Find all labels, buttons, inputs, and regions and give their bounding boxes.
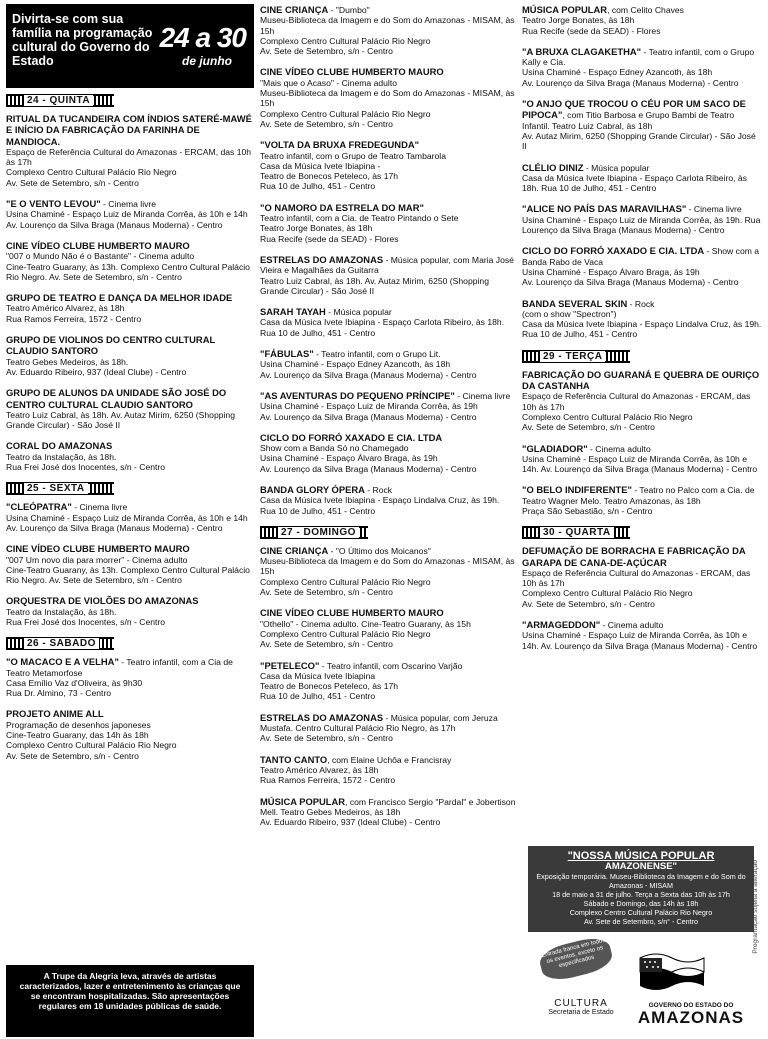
event-item: [6, 334, 254, 377]
event-detail-line: Usina Chaminé - Espaço Álvaro Braga, às 19h: [522, 266, 700, 277]
event-item: [260, 390, 516, 422]
event-detail-line: Av. Eduardo Ribeiro, 937 (Ideal Clube) - Centro: [6, 366, 187, 377]
event-detail-line: Rua Recife (sede da SEAD) - Flores: [522, 25, 661, 36]
column-1: [6, 4, 254, 1011]
event-title: "A BRUXA CLAGAKETHA": [522, 45, 642, 57]
amazonas-flag-icon: [636, 948, 708, 992]
event-detail-line: Museu-Biblioteca da Imagem e do Som do Amazonas - MISAM, às 15h: [260, 556, 515, 577]
event-description: - Teatro no Palco com a Cia. de Teatro Wagner Melo. Teatro Amazonas, às 18h: [522, 485, 755, 506]
header-dates: 24 a 30: [159, 22, 246, 53]
event-detail-line: Usina Chaminé - Espaço Luiz de Miranda Corrêa, às 10h e 14h. Av. Lourenço da Silva Braga (Manaus Moderna) - Centro: [522, 453, 758, 475]
event-title: ESTRELAS DO AMAZONAS: [260, 711, 384, 723]
event-list-domingo-cont: [522, 4, 762, 340]
event-title: RITUAL DA TUCANDEIRA COM ÍNDIOS SATERÉ-MAWÉ E INÍCIO DA FABRICAÇÃO DA FARINHA DE MANDIOCA.: [6, 113, 252, 147]
promo-line: Sábado e Domingo, das 14h às 18h: [583, 899, 699, 908]
event-detail-line: Av. Sete de Setembro, s/n - Centro: [260, 118, 393, 129]
event-list-sexta: [6, 501, 254, 627]
event-detail-line: Casa da Música Ivete Ibiapina - Espaço Carlota Ribeiro, às 18h. Rua 10 de Julho, 451 - Centro: [260, 317, 505, 338]
event-item: [522, 369, 762, 433]
event-detail-line: Usina Chaminé - Espaço Luiz de Miranda Corrêa, às 10h e 14h: [6, 209, 248, 220]
event-detail-line: Av. Lourenço da Silva Braga (Manaus Moderna) - Centro: [260, 369, 477, 380]
event-detail-line: Complexo Centro Cultural Palácio Rio Negro: [6, 740, 177, 751]
event-description: - "Dumbo": [328, 5, 370, 15]
event-item: [6, 240, 254, 282]
event-item: [522, 484, 762, 516]
event-description: - Teatro infantil, com o Grupo Kally e Cia.: [522, 46, 755, 68]
event-item: [260, 254, 516, 296]
event-title: CINE VÍDEO CLUBE HUMBERTO MAURO: [6, 239, 190, 251]
event-description: - Rock: [627, 298, 655, 309]
event-title: BANDA SEVERAL SKIN: [522, 297, 628, 309]
event-detail-line: Espaço de Referência Cultural do Amazonas - ERCAM, das 10h às 17h: [6, 146, 252, 168]
event-detail-line: Casa da Música Ivete Ibiapina -: [260, 160, 381, 171]
event-detail-line: Teatro de Bonecos Peteleco, às 17h: [260, 171, 399, 182]
event-item: [6, 708, 254, 760]
event-title: FABRICAÇÃO DO GUARANÁ E QUEBRA DE OURIÇO DA CASTANHA: [522, 368, 760, 392]
event-item: [260, 432, 516, 474]
event-detail-line: Av. Sete de Setembro, s/n - Centro: [522, 598, 655, 609]
event-detail-line: Teatro infantil, com a Cia. de Teatro Pintando o Sete: [260, 213, 459, 224]
event-title: GRUPO DE VIOLINOS DO CENTRO CULTURAL CLAUDIO SANTORO: [6, 334, 216, 357]
event-item: [6, 292, 254, 324]
event-detail-line: Rua Recife (sede da SEAD) - Flores: [260, 233, 399, 244]
event-title: "O MACACO E A VELHA": [6, 656, 119, 668]
event-item: [260, 202, 516, 244]
event-detail-line: Av. Lourenço da Silva Braga (Manaus Moderna) - Centro: [522, 77, 739, 88]
event-description: - Cinema livre: [100, 199, 157, 210]
event-detail-line: Casa da Música Ivete Ibiapina: [260, 670, 376, 681]
event-title: BANDA GLORY ÓPERA: [260, 483, 365, 495]
promo-box: [528, 846, 754, 932]
event-title: "O BELO INDIFERENTE": [522, 484, 632, 496]
promo-line: Exposição temporária. Museu-Biblioteca da Imagem e do Som do Amazonas - MISAM: [536, 872, 746, 890]
event-detail-line: Rua Dr. Almino, 73 - Centro: [6, 688, 112, 699]
event-description: - Teatro infantil, com o Grupo Lit.: [313, 349, 441, 360]
event-detail-line: Av. Sete de Setembro, s/n - Centro: [260, 587, 393, 598]
event-description: - Cinema adulto: [600, 620, 664, 631]
event-item: [6, 501, 254, 533]
event-detail-line: Complexo Centro Cultural Palácio Rio Negro: [260, 576, 431, 587]
event-description: , com Celito Chaves: [607, 5, 684, 15]
event-detail-line: Usina Chaminé - Espaço Luiz de Miranda Corrêa, às 19h: [260, 401, 478, 412]
event-description: , com Titio Barbosa e Grupo Bambi de Teatro Infantil. Teatro Luiz Cabral, às 18h: [522, 110, 735, 131]
event-title: "AS AVENTURAS DO PEQUENO PRÍNCIPE": [260, 389, 455, 401]
event-detail-line: Usina Chaminé - Espaço Álvaro Braga, às 19h: [260, 453, 438, 464]
gov-line2: AMAZONAS: [637, 1008, 745, 1027]
event-item: [6, 387, 254, 430]
day-header-quarta: 30 - QUARTA: [522, 526, 630, 539]
event-detail-line: Teatro Luiz Cabral, às 18h. Av. Autaz Mirim, 6250 (Shopping Grande Circular) - São José II: [6, 409, 235, 431]
government-logo: [628, 1002, 754, 1027]
event-list-sabado-cont: [260, 4, 516, 516]
event-title: MÚSICA POPULAR: [260, 795, 346, 807]
event-description: , com Elaine Uchôa e Francisray: [327, 754, 452, 765]
event-description: , com Francisco Sergio "Pardal" e Jobertison Mell. Teatro Gebes Medeiros, às 18h: [260, 796, 516, 817]
event-detail-line: Praça São Sebastião, s/n - Centro: [522, 505, 653, 516]
event-title: "GLADIADOR": [522, 442, 588, 454]
event-title: CINE CRIANÇA: [260, 544, 329, 556]
event-detail-line: Complexo Centro Cultural Palácio Rio Negro: [260, 35, 431, 46]
event-item: [522, 98, 762, 151]
event-item: [260, 660, 516, 702]
event-detail-line: Av. Lourenço da Silva Braga (Manaus Moderna) - Centro: [522, 277, 739, 288]
event-item: [522, 4, 762, 36]
event-detail-line: Teatro Luiz Cabral, às 18h. Av. Autaz Mirim, 6250 (Shopping Grande Circular) - São José II: [260, 275, 489, 296]
event-detail-line: Usina Chaminé - Espaço Luiz de Miranda Corrêa, às 10h e 14h: [6, 512, 248, 523]
event-detail-line: Complexo Centro Cultural Palácio Rio Negro: [6, 167, 177, 178]
event-item: [522, 545, 762, 609]
event-list-quarta: [522, 545, 762, 651]
event-detail-line: Cine-Teatro Guarany, às 13h. Complexo Centro Cultural Palácio Rio Negro. Av. Sete de Setembro, s/n - Centro: [6, 261, 250, 282]
event-title: GRUPO DE ALUNOS DA UNIDADE SÃO JOSÉ DO CENTRO CULTURAL CLAUDIO SANTORO: [6, 387, 227, 410]
event-description: - Cinema livre: [71, 502, 128, 513]
event-title: "ARMAGEDDON": [522, 619, 601, 631]
event-title: "CLEÓPATRA": [6, 501, 72, 513]
event-detail-line: Teatro Jorge Bonates, às 18h: [522, 15, 635, 26]
event-item: [6, 113, 254, 188]
event-detail-line: Av. Lourenço da Silva Braga (Manaus Moderna) - Centro: [6, 219, 223, 230]
free-entry-badge: Entrada franca em todos os eventos, exceto os especificados: [537, 934, 615, 984]
event-description: - Cinema livre: [454, 390, 511, 401]
event-title: ESTRELAS DO AMAZONAS: [260, 253, 384, 265]
event-title: CICLO DO FORRÓ XAXADO E CIA. LTDA: [522, 245, 705, 257]
event-item: [260, 348, 516, 380]
event-detail-line: Complexo Centro Cultural Palácio Rio Negro: [260, 628, 431, 639]
promo-title: "NOSSA MÚSICA POPULAR: [567, 850, 715, 862]
header-month: de junho: [182, 54, 232, 68]
event-detail-line: Cine-Teatro Guarany, das 14h às 18h: [6, 730, 149, 741]
event-title: CORAL DO AMAZONAS: [6, 440, 113, 452]
event-detail-line: Teatro da Instalação, às 18h.: [6, 606, 117, 617]
day-header-domingo: 27 - DOMINGO: [260, 526, 368, 539]
event-detail-line: Av. Lourenço da Silva Braga (Manaus Moderna) - Centro: [260, 463, 477, 474]
event-item: [260, 306, 516, 338]
event-title: CINE VÍDEO CLUBE HUMBERTO MAURO: [6, 543, 190, 555]
event-detail-line: Teatro Américo Alvarez, às 18h: [6, 303, 125, 314]
event-title: CLÉLIO DINIZ: [522, 161, 584, 173]
event-title: CICLO DO FORRÓ XAXADO E CIA. LTDA: [260, 431, 443, 443]
event-detail-line: Show com a Banda Só no Chamegado: [260, 443, 409, 454]
event-title: SARAH TAYAH: [260, 306, 326, 318]
event-title: "ALICE NO PAÍS DAS MARAVILHAS": [522, 203, 687, 215]
event-title: MÚSICA POPULAR: [522, 4, 608, 15]
event-detail-line: Teatro da Instalação, às 18h.: [6, 451, 117, 462]
event-title: "VOLTA DA BRUXA FREDEGUNDA": [260, 139, 420, 151]
header-text: Divirta-se com sua família na programação cultural do Governo do Estado: [12, 12, 153, 68]
event-detail-line: Teatro infantil, com o Grupo de Teatro Tambarola: [260, 150, 446, 161]
side-note: Programação sujeita a alteração: [752, 860, 759, 954]
event-detail-line: Casa da Música Ivete Ibiapina - Espaço Lindalva Cruz, às 19h. Rua 10 de Julho, 451 - Centro: [260, 495, 500, 516]
event-description: - Música popular, com Jeruza Mustafa. Centro Cultural Palácio Rio Negro, às 17h: [260, 712, 498, 734]
event-description: - Teatro infantil, com Oscarino Varjão: [319, 660, 463, 671]
event-title: CINE VÍDEO CLUBE HUMBERTO MAURO: [260, 66, 444, 78]
column-2: [260, 4, 516, 837]
event-detail-line: "Mais que o Acaso" - Cinema adulto: [260, 77, 397, 88]
event-item: [260, 796, 516, 828]
day-header-sabado: 26 - SÁBADO: [6, 637, 114, 650]
event-description: - Música popular: [325, 307, 392, 318]
event-detail-line: Cine-Teatro Guarany, às 13h. Complexo Centro Cultural Palácio Rio Negro. Av. Sete de Setembro, s/n - Centro: [6, 564, 250, 586]
event-item: [260, 545, 516, 597]
event-detail-line: Complexo Centro Cultural Palácio Rio Negro: [260, 108, 431, 119]
event-detail-line: Rua Frei José dos Inocentes, s/n - Centro: [6, 462, 166, 473]
event-list-domingo: [260, 545, 516, 828]
event-item: [260, 712, 516, 744]
header-banner: [6, 4, 254, 88]
event-title: "E O VENTO LEVOU": [6, 198, 101, 210]
event-detail-line: Rua Ramos Ferreira, 1572 - Centro: [6, 313, 142, 324]
event-detail-line: Av. Eduardo Ribeiro, 937 (Ideal Clube) - Centro: [260, 817, 441, 828]
event-detail-line: Teatro de Bonecos Peteleco, às 17h: [260, 681, 399, 692]
event-detail-line: Av. Sete de Setembro, s/n - Centro: [260, 733, 393, 744]
event-detail-line: Av. Sete de Setembro, s/n - Centro: [6, 177, 139, 188]
event-detail-line: Complexo Centro Cultural Palácio Rio Negro: [522, 411, 693, 422]
event-detail-line: Rua 10 de Julho, 451 - Centro: [260, 181, 376, 192]
event-detail-line: Usina Chaminé - Espaço Luiz de Miranda Corrêa, às 19h. Rua Lourenço da Silva Braga (Manaus Moderna) - Centro: [522, 214, 761, 236]
event-description: - Show com a Banda Rabo de Vaca: [522, 246, 760, 267]
event-item: [522, 46, 762, 88]
promo-line: 18 de maio a 31 de julho. Terça a Sexta das 10h às 17h: [552, 890, 730, 899]
event-title: "FÁBULAS": [260, 348, 314, 360]
event-detail-line: Espaço de Referência Cultural do Amazonas - ERCAM, das 10h às 17h: [522, 391, 751, 412]
event-detail-line: Museu-Biblioteca da Imagem e do Som do Amazonas - MISAM, às 15h: [260, 15, 515, 36]
event-detail-line: "007 Um novo dia para morrer" - Cinema adulto: [6, 554, 188, 565]
event-item: [522, 162, 762, 194]
footer-banner: A Trupe da Alegria leva, através de artistas caracterizados, lazer e entretenimento às crianças que se encontram hospitalizadas. São apresentações regulares em 18 unidades públicas de saúde.: [6, 965, 254, 1037]
event-item: [522, 298, 762, 340]
event-detail-line: Teatro Gebes Medeiros, às 18h.: [6, 356, 129, 367]
event-detail-line: "007 o Mundo Não é o Bastante" - Cinema adulto: [6, 251, 195, 262]
event-list-terca: [522, 369, 762, 517]
event-detail-line: Teatro Jorge Bonates, às 18h: [260, 223, 373, 234]
event-detail-line: Av. Sete de Setembro, s/n - Centro: [260, 46, 393, 57]
event-detail-line: Casa Emílio Vaz d'Oliveira, às 9h30: [6, 677, 143, 688]
event-title: "O ANJO QUE TROCOU O CÉU POR UM SACO DE PIPOCA": [522, 98, 746, 121]
cultura-logo: [536, 998, 626, 1016]
cultura-sub: Secretaria de Estado: [548, 1009, 614, 1016]
event-detail-line: Programação de desenhos japoneses: [6, 719, 151, 730]
cultura-name: CULTURA: [554, 998, 608, 1009]
event-description: - Teatro infantil, com a Cia de Teatro Metamorfose: [6, 657, 233, 678]
event-detail-line: Complexo Centro Cultural Palácio Rio Negro: [522, 588, 693, 599]
promo-subtitle: AMAZONENSE": [604, 861, 678, 872]
column-3: [522, 4, 762, 661]
promo-line: Av. Sete de Setembro, s/n° - Centro: [583, 917, 699, 926]
event-list-sabado: [6, 656, 254, 761]
event-title: CINE VÍDEO CLUBE HUMBERTO MAURO: [260, 607, 444, 619]
event-detail-line: Usina Chaminé - Espaço Edney Azancoth, às 18h: [260, 359, 451, 370]
event-detail-line: Usina Chaminé - Espaço Edney Azancoth, às 18h: [522, 67, 713, 78]
event-description: - Cinema adulto: [587, 443, 651, 454]
event-title: DEFUMAÇÃO DE BORRACHA E FABRICAÇÃO DA GARAPA DE CANA-DE-AÇÚCAR: [522, 545, 746, 568]
event-title: CINE CRIANÇA: [260, 4, 329, 15]
event-title: GRUPO DE TEATRO E DANÇA DA MELHOR IDADE: [6, 292, 233, 304]
event-item: [260, 139, 516, 191]
event-list-quinta: [6, 113, 254, 472]
event-item: [260, 607, 516, 649]
event-detail-line: Rua Frei José dos Inocentes, s/n - Centro: [6, 616, 166, 627]
event-item: [6, 543, 254, 585]
promo-line: Complexo Centro Cultural Palácio Rio Negro: [569, 908, 713, 917]
event-item: [260, 754, 516, 786]
day-header-sexta: 25 - SEXTA: [6, 482, 114, 495]
event-detail-line: Usina Chaminé - Espaço Luiz de Miranda Corrêa, às 10h e 14h. Av. Lourenço da Silva Braga (Manaus Moderna) - Centro: [522, 630, 758, 651]
event-description: - Música popular, com Maria José Vieira e Magalhães da Guitarra: [260, 254, 514, 276]
event-item: [6, 440, 254, 472]
event-detail-line: Av. Sete de Setembro, s/n - Centro: [6, 750, 139, 761]
event-detail-line: Av. Autaz Mirim, 6250 (Shopping Grande Circular) - São José II: [522, 130, 756, 152]
event-item: [6, 595, 254, 627]
day-header-terca: 29 - TERÇA: [522, 350, 630, 363]
event-item: [260, 484, 516, 516]
event-description: - Cinema livre: [686, 204, 742, 215]
event-item: [522, 443, 762, 475]
event-item: [6, 198, 254, 230]
event-detail-line: Av. Lourenço da Silva Braga (Manaus Moderna) - Centro: [260, 411, 477, 422]
event-item: [260, 4, 516, 56]
event-item: [522, 619, 762, 651]
event-detail-line: Museu-Biblioteca da Imagem e do Som do Amazonas - MISAM, às 15h: [260, 88, 515, 109]
event-detail-line: Av. Sete de Setembro, s/n - Centro: [260, 639, 393, 650]
day-header-quinta: 24 - QUINTA: [6, 94, 114, 107]
event-item: [260, 66, 516, 129]
event-detail-line: Espaço de Referência Cultural do Amazonas - ERCAM, das 10h às 17h: [522, 567, 751, 589]
event-detail-line: Teatro Américo Alvarez, às 18h: [260, 764, 379, 775]
event-description: - Rock: [364, 484, 393, 495]
event-detail-line: Av. Sete de Setembro, s/n - Centro: [522, 422, 655, 433]
event-item: [522, 203, 762, 235]
event-description: - "O Último dos Moicanos": [328, 545, 431, 556]
event-detail-line: Av. Lourenço da Silva Braga (Manaus Moderna) - Centro: [6, 522, 223, 533]
event-title: "O NAMORO DA ESTRELA DO MAR": [260, 201, 424, 213]
event-description: - Música popular: [583, 162, 650, 173]
event-title: "PETELECO": [260, 659, 320, 671]
event-detail-line: (com o show "Spectron"): [522, 308, 617, 319]
event-title: TANTO CANTO: [260, 753, 328, 765]
event-title: ORQUESTRA DE VIOLÕES DO AMAZONAS: [6, 595, 199, 607]
event-detail-line: Casa da Música Ivete Ibiapina - Espaço Lindalva Cruz, às 19h. Rua 10 de Julho, 451 - Centro: [522, 319, 762, 340]
event-detail-line: Rua 10 de Julho, 451 - Centro: [260, 691, 376, 702]
gov-line1: GOVERNO DO ESTADO DO: [648, 1002, 734, 1009]
event-item: [522, 245, 762, 287]
event-item: [6, 656, 254, 698]
event-title: PROJETO ANIME ALL: [6, 708, 104, 720]
event-detail-line: Casa da Música Ivete Ibiapina - Espaço Carlota Ribeiro, às 18h. Rua 10 de Julho, 451 - Centro: [522, 172, 747, 194]
event-detail-line: Rua Ramos Ferreira, 1572 - Centro: [260, 775, 396, 786]
event-detail-line: "Othello" - Cinema adulto. Cine-Teatro Guarany, às 15h: [260, 618, 471, 629]
